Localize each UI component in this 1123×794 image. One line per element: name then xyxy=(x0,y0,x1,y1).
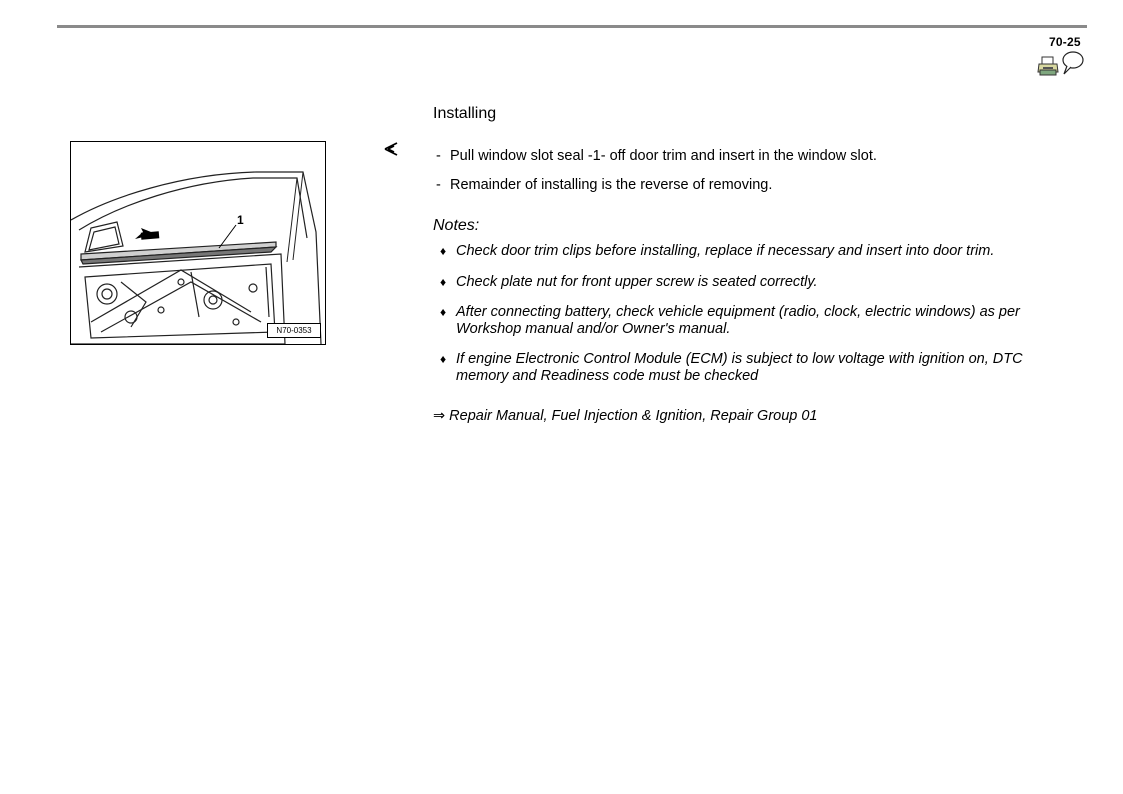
speech-bubble-icon[interactable] xyxy=(1059,50,1085,76)
note-text: Check door trim clips before installing, replace if necessary and insert into door trim. xyxy=(456,243,995,259)
step-item xyxy=(436,148,877,164)
double-arrow-icon: ⇒ xyxy=(433,408,446,424)
note-item xyxy=(440,304,1060,338)
note-item xyxy=(440,243,1060,260)
diamond-bullet-icon: ♦ xyxy=(440,244,447,258)
page-number: 70-25 xyxy=(1049,35,1081,49)
top-rule xyxy=(57,25,1087,28)
note-text: If engine Electronic Control Module (ECM) is subject to low voltage with ignition on, DTC memory and Readiness code must be checked xyxy=(456,351,1023,384)
door-drawing xyxy=(71,142,325,344)
left-arrow-reference-icon[interactable] xyxy=(384,142,400,158)
step-text: Remainder of installing is the reverse of removing. xyxy=(450,177,773,193)
note-item xyxy=(440,274,1060,291)
figure-label: N70-0353 xyxy=(267,323,321,338)
step-dash: - xyxy=(436,177,441,193)
note-item xyxy=(440,351,1060,385)
diamond-bullet-icon: ♦ xyxy=(440,275,447,289)
step-dash: - xyxy=(436,148,441,164)
print-icon[interactable] xyxy=(1037,56,1059,76)
notes-title: Notes: xyxy=(433,217,480,234)
note-text: Check plate nut for front upper screw is seated correctly. xyxy=(456,274,818,290)
step-item xyxy=(436,177,772,193)
header-icons xyxy=(1037,50,1087,78)
repair-manual-link[interactable]: Repair Manual, Fuel Injection & Ignition, Repair Group 01 xyxy=(449,408,818,424)
step-text: Pull window slot seal -1- off door trim and insert in the window slot. xyxy=(450,148,877,164)
repair-manual-reference xyxy=(433,408,818,424)
figure-callout-1: 1 xyxy=(237,213,244,227)
diamond-bullet-icon: ♦ xyxy=(440,305,447,319)
note-text: After connecting battery, check vehicle equipment (radio, clock, electric windows) as per Workshop manual and/or Owner's manual. xyxy=(456,304,1020,337)
section-heading: Installing xyxy=(433,105,497,122)
door-illustration xyxy=(70,141,326,345)
diamond-bullet-icon: ♦ xyxy=(440,352,447,366)
